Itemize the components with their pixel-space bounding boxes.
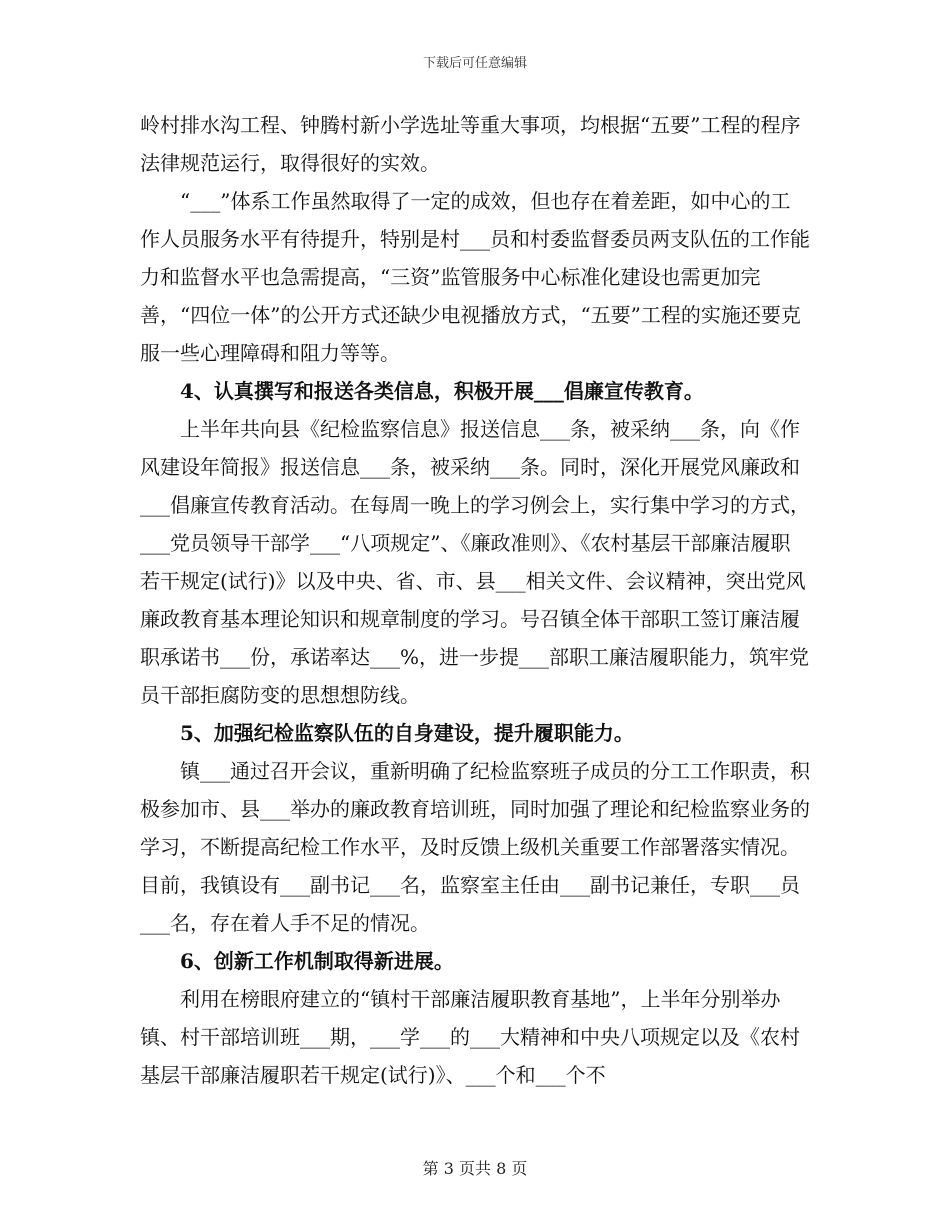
section-heading: 4、认真撰写和报送各类信息，积极开展___倡廉宣传教育。 (180, 379, 704, 403)
section-heading: 6、创新工作机制取得新进展。 (180, 949, 454, 973)
document-body (140, 106, 810, 1094)
section-heading: 5、加强纪检监察队伍的自身建设，提升履职能力。 (180, 721, 634, 745)
page-header: 下载后可任意编辑 (422, 56, 527, 71)
paragraph: 利用在榜眼府建立的“镇村干部廉洁履职教育基地”，上半年分别举办镇、村干部培训班___期，___学___的___大精神和中央八项规定以及《农村基层干部廉洁履职若干规定(试行)》、___个和___个不 (140, 987, 800, 1087)
paragraph: 岭村排水沟工程、钟腾村新小学选址等重大事项，均根据“五要”工程的程序法律规范运行，取得很好的实效。 (140, 113, 801, 175)
page-footer: 第 3 页共 8 页 (422, 1159, 528, 1178)
paragraph: 镇___通过召开会议，重新明确了纪检监察班子成员的分工工作职责，积极参加市、县___举办的廉政教育培训班，同时加强了理论和纪检监察业务的学习，不断提高纪检工作水平，及时反馈上级机关重要工作部署落实情况。目前，我镇设有___副书记___名，监察室主任由___副书记兼任，专职___员___名，存在着人手不足的情况。 (140, 759, 810, 935)
paragraph: 上半年共向县《纪检监察信息》报送信息___条，被采纳___条，向《作风建设年简报》报送信息___条，被采纳___条。同时，深化开展党风廉政和___倡廉宣传教育活动。在每周一晚上的学习例会上，实行集中学习的方式，___党员领导干部学___“八项规定”、《廉政准则》、《农村基层干部廉洁履职若干规定(试行)》以及中央、省、市、县___相关文件、会议精神，突出党风廉政教育基本理论知识和规章制度的学习。号召镇全体干部职工签订廉洁履职承诺书___份，承诺率达___%，进一步提___部职工廉洁履职能力，筑牢党员干部拒腐防变的思想想防线。 (140, 417, 810, 707)
paragraph: “___”体系工作虽然取得了一定的成效，但也存在着差距，如中心的工作人员服务水平有待提升，特别是村___员和村委监督委员两支队伍的工作能力和监督水平也急需提高，“三资”监管服务中心标准化建设也需更加完善，“四位一体”的公开方式还缺少电视播放方式，“五要”工程的实施还要克服一些心理障碍和阻力等等。 (140, 189, 810, 365)
